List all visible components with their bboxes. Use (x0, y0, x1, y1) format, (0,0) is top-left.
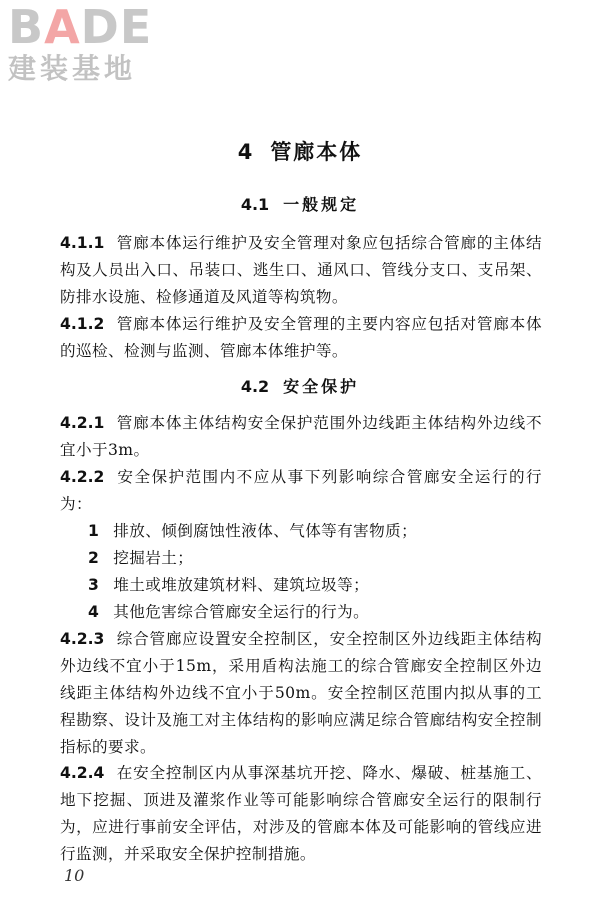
section-number: 4.1 (240, 195, 270, 214)
logo-subtitle: 建装基地 (8, 52, 137, 85)
section-heading-4-2 (0, 374, 600, 397)
bade-logo (8, 0, 178, 94)
list-item-text: 排放、倾倒腐蚀性液体、气体等有害物质； (113, 522, 418, 540)
clause-number: 4.2.3 (60, 630, 105, 648)
clause-4-2-4 (60, 760, 542, 868)
list-item-number: 2 (88, 549, 100, 567)
section-title: 安全保护 (283, 377, 360, 396)
clause-number: 4.2.4 (60, 764, 105, 782)
clause-number: 4.2.1 (60, 414, 105, 432)
clause-number: 4.1.1 (60, 234, 105, 252)
clause-text: 管廊本体运行维护及安全管理对象应包括综合管廊的主体结构及人员出入口、吊装口、逃生口、通风口、管线分支口、支吊架、防排水设施、检修通道及风道等构筑物。 (60, 234, 542, 306)
list-item-text: 堆土或堆放建筑材料、建筑垃圾等； (113, 576, 370, 594)
clause-text: 管廊本体主体结构安全保护范围外边线距主体结构外边线不宜小于3m。 (60, 414, 542, 459)
logo-accent-letter: A (44, 0, 81, 54)
list-item (88, 545, 542, 572)
chapter-title-text: 管廊本体 (270, 140, 363, 164)
list-item-number: 1 (88, 522, 100, 540)
clause-text: 管廊本体运行维护及安全管理的主要内容应包括对管廊本体的巡检、检测与监测、管廊本体维护等。 (60, 315, 542, 360)
section-heading-4-1 (0, 192, 600, 215)
list-item-text: 挖掘岩土； (113, 549, 194, 567)
list-item-number: 4 (88, 603, 100, 621)
clause-4-2-3 (60, 626, 542, 761)
clause-4-2-1 (60, 410, 542, 464)
list-item-number: 3 (88, 576, 100, 594)
list-item (88, 518, 542, 545)
list-item-text: 其他危害综合管廊安全运行的行为。 (113, 603, 370, 621)
logo-wordmark: BADE (8, 0, 153, 54)
page-number: 10 (64, 866, 85, 885)
section-title: 一般规定 (283, 195, 360, 214)
list-item (88, 599, 542, 626)
clause-4-2-2 (60, 464, 542, 518)
clause-number: 4.2.2 (60, 468, 105, 486)
list-item (88, 572, 542, 599)
clause-text: 安全保护范围内不应从事下列影响综合管廊安全运行的行为： (60, 468, 542, 513)
clause-text: 在安全控制区内从事深基坑开挖、降水、爆破、桩基施工、地下挖掘、顶进及灌浆作业等可能影响综合管廊安全运行的限制行为，应进行事前安全评估，对涉及的管廊本体及可能影响的管线应进行监测，并采取安全保护控制措施。 (60, 764, 542, 863)
chapter-number: 4 (237, 140, 255, 164)
section-number: 4.2 (240, 377, 270, 396)
chapter-title (0, 136, 600, 166)
clause-4-1-1 (60, 230, 542, 311)
clause-text: 综合管廊应设置安全控制区，安全控制区外边线距主体结构外边线不宜小于15m，采用盾构法施工的综合管廊安全控制区外边线距主体结构外边线不宜小于50m。安全控制区范围内拟从事的工程勘察、设计及施工对主体结构的影响应满足综合管廊结构安全控制指标的要求。 (60, 630, 542, 756)
clause-4-1-2 (60, 311, 542, 365)
clause-number: 4.1.2 (60, 315, 105, 333)
